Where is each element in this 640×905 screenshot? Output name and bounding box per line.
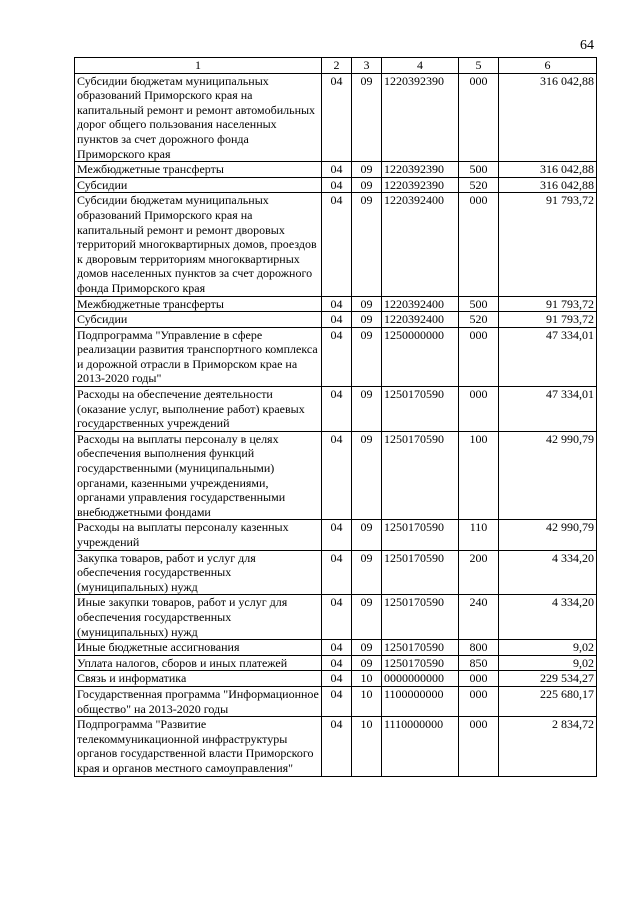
row-subsection: 09	[352, 387, 382, 432]
row-section: 04	[322, 717, 352, 776]
row-section: 04	[322, 686, 352, 716]
row-name: Подпрограмма "Управление в сфере реализации развития транспортного комплекса и дорожной отрасли в Приморском крае на 2013-2020 годы"	[75, 327, 322, 386]
row-target-article: 1250170590	[382, 431, 459, 520]
row-expense-type: 520	[459, 312, 499, 328]
row-target-article: 1250170590	[382, 640, 459, 656]
row-section: 04	[322, 640, 352, 656]
table-row	[75, 717, 597, 776]
header-col-4: 4	[382, 58, 459, 74]
row-expense-type: 100	[459, 431, 499, 520]
row-subsection: 09	[352, 520, 382, 550]
row-expense-type: 240	[459, 595, 499, 640]
row-name: Межбюджетные трансферты	[75, 296, 322, 312]
row-amount: 42 990,79	[499, 431, 597, 520]
row-subsection: 09	[352, 73, 382, 162]
header-col-5: 5	[459, 58, 499, 74]
row-amount: 47 334,01	[499, 387, 597, 432]
row-expense-type: 200	[459, 550, 499, 595]
row-amount: 225 680,17	[499, 686, 597, 716]
table-row	[75, 595, 597, 640]
row-expense-type: 500	[459, 162, 499, 178]
row-section: 04	[322, 177, 352, 193]
row-amount: 91 793,72	[499, 296, 597, 312]
row-amount: 4 334,20	[499, 550, 597, 595]
budget-table	[74, 57, 597, 777]
row-subsection: 10	[352, 686, 382, 716]
row-target-article: 1220392390	[382, 162, 459, 178]
header-col-2: 2	[322, 58, 352, 74]
row-name: Иные бюджетные ассигнования	[75, 640, 322, 656]
row-expense-type: 000	[459, 671, 499, 687]
header-col-6: 6	[499, 58, 597, 74]
row-target-article: 1220392390	[382, 73, 459, 162]
row-amount: 4 334,20	[499, 595, 597, 640]
row-name: Уплата налогов, сборов и иных платежей	[75, 655, 322, 671]
row-section: 04	[322, 296, 352, 312]
row-section: 04	[322, 671, 352, 687]
row-expense-type: 000	[459, 327, 499, 386]
row-section: 04	[322, 431, 352, 520]
row-name: Государственная программа "Информационное общество" на 2013-2020 годы	[75, 686, 322, 716]
row-amount: 316 042,88	[499, 73, 597, 162]
row-name: Расходы на выплаты персоналу в целях обеспечения выполнения функций государственными (муниципальными) органами, казенными учреждениями, органами управления государственными внебюджетными фондами	[75, 431, 322, 520]
row-amount: 316 042,88	[499, 162, 597, 178]
row-target-article: 1250170590	[382, 550, 459, 595]
row-subsection: 09	[352, 162, 382, 178]
header-col-3: 3	[352, 58, 382, 74]
row-name: Подпрограмма "Развитие телекоммуникационной инфраструктуры органов государственной власти Приморского края и органов местного самоуправления"	[75, 717, 322, 776]
row-name: Субсидии	[75, 177, 322, 193]
row-expense-type: 000	[459, 193, 499, 296]
row-section: 04	[322, 655, 352, 671]
table-row	[75, 296, 597, 312]
row-expense-type: 000	[459, 387, 499, 432]
row-subsection: 09	[352, 193, 382, 296]
table-row	[75, 162, 597, 178]
row-amount: 2 834,72	[499, 717, 597, 776]
row-subsection: 09	[352, 312, 382, 328]
page-number: 64	[580, 38, 594, 53]
row-target-article: 1250170590	[382, 520, 459, 550]
row-target-article: 1110000000	[382, 717, 459, 776]
table-row	[75, 640, 597, 656]
row-amount: 316 042,88	[499, 177, 597, 193]
table-row	[75, 73, 597, 162]
row-subsection: 09	[352, 327, 382, 386]
row-expense-type: 000	[459, 73, 499, 162]
table-row	[75, 655, 597, 671]
row-name: Расходы на выплаты персоналу казенных учреждений	[75, 520, 322, 550]
row-subsection: 09	[352, 640, 382, 656]
table-row	[75, 431, 597, 520]
row-target-article: 1100000000	[382, 686, 459, 716]
row-subsection: 10	[352, 671, 382, 687]
table-row	[75, 671, 597, 687]
row-subsection: 09	[352, 296, 382, 312]
row-target-article: 1250000000	[382, 327, 459, 386]
table-row	[75, 312, 597, 328]
row-amount: 229 534,27	[499, 671, 597, 687]
row-name: Субсидии	[75, 312, 322, 328]
row-section: 04	[322, 312, 352, 328]
row-subsection: 09	[352, 655, 382, 671]
row-subsection: 09	[352, 431, 382, 520]
row-subsection: 10	[352, 717, 382, 776]
row-amount: 9,02	[499, 655, 597, 671]
row-target-article: 0000000000	[382, 671, 459, 687]
row-section: 04	[322, 162, 352, 178]
header-row	[75, 58, 597, 74]
row-subsection: 09	[352, 177, 382, 193]
row-name: Межбюджетные трансферты	[75, 162, 322, 178]
row-target-article: 1250170590	[382, 595, 459, 640]
row-section: 04	[322, 520, 352, 550]
table-row	[75, 193, 597, 296]
row-section: 04	[322, 193, 352, 296]
row-name: Связь и информатика	[75, 671, 322, 687]
row-amount: 42 990,79	[499, 520, 597, 550]
row-expense-type: 000	[459, 717, 499, 776]
row-expense-type: 520	[459, 177, 499, 193]
table-row	[75, 177, 597, 193]
row-expense-type: 800	[459, 640, 499, 656]
row-section: 04	[322, 73, 352, 162]
row-amount: 91 793,72	[499, 312, 597, 328]
row-amount: 47 334,01	[499, 327, 597, 386]
row-name: Субсидии бюджетам муниципальных образований Приморского края на капитальный ремонт и ремонт дворовых территорий многоквартирных домов, проездов к дворовым территориям многоквартирных домов населенных пунктов за счет дорожного фонда Приморского края	[75, 193, 322, 296]
row-target-article: 1250170590	[382, 387, 459, 432]
row-name: Расходы на обеспечение деятельности (оказание услуг, выполнение работ) краевых государственных учреждений	[75, 387, 322, 432]
row-subsection: 09	[352, 550, 382, 595]
table-row	[75, 686, 597, 716]
row-name: Иные закупки товаров, работ и услуг для обеспечения государственных (муниципальных) нужд	[75, 595, 322, 640]
table-row	[75, 550, 597, 595]
row-name: Субсидии бюджетам муниципальных образований Приморского края на капитальный ремонт и ремонт автомобильных дорог общего пользования населенных пунктов за счет дорожного фонда Приморского края	[75, 73, 322, 162]
row-expense-type: 110	[459, 520, 499, 550]
row-amount: 9,02	[499, 640, 597, 656]
row-target-article: 1220392390	[382, 177, 459, 193]
row-section: 04	[322, 327, 352, 386]
header-col-1: 1	[75, 58, 322, 74]
row-expense-type: 500	[459, 296, 499, 312]
row-section: 04	[322, 550, 352, 595]
row-amount: 91 793,72	[499, 193, 597, 296]
row-subsection: 09	[352, 595, 382, 640]
row-target-article: 1250170590	[382, 655, 459, 671]
row-target-article: 1220392400	[382, 193, 459, 296]
row-expense-type: 850	[459, 655, 499, 671]
row-target-article: 1220392400	[382, 296, 459, 312]
row-expense-type: 000	[459, 686, 499, 716]
row-section: 04	[322, 387, 352, 432]
table-row	[75, 327, 597, 386]
table-row	[75, 520, 597, 550]
row-section: 04	[322, 595, 352, 640]
row-name: Закупка товаров, работ и услуг для обеспечения государственных (муниципальных) нужд	[75, 550, 322, 595]
row-target-article: 1220392400	[382, 312, 459, 328]
table-row	[75, 387, 597, 432]
